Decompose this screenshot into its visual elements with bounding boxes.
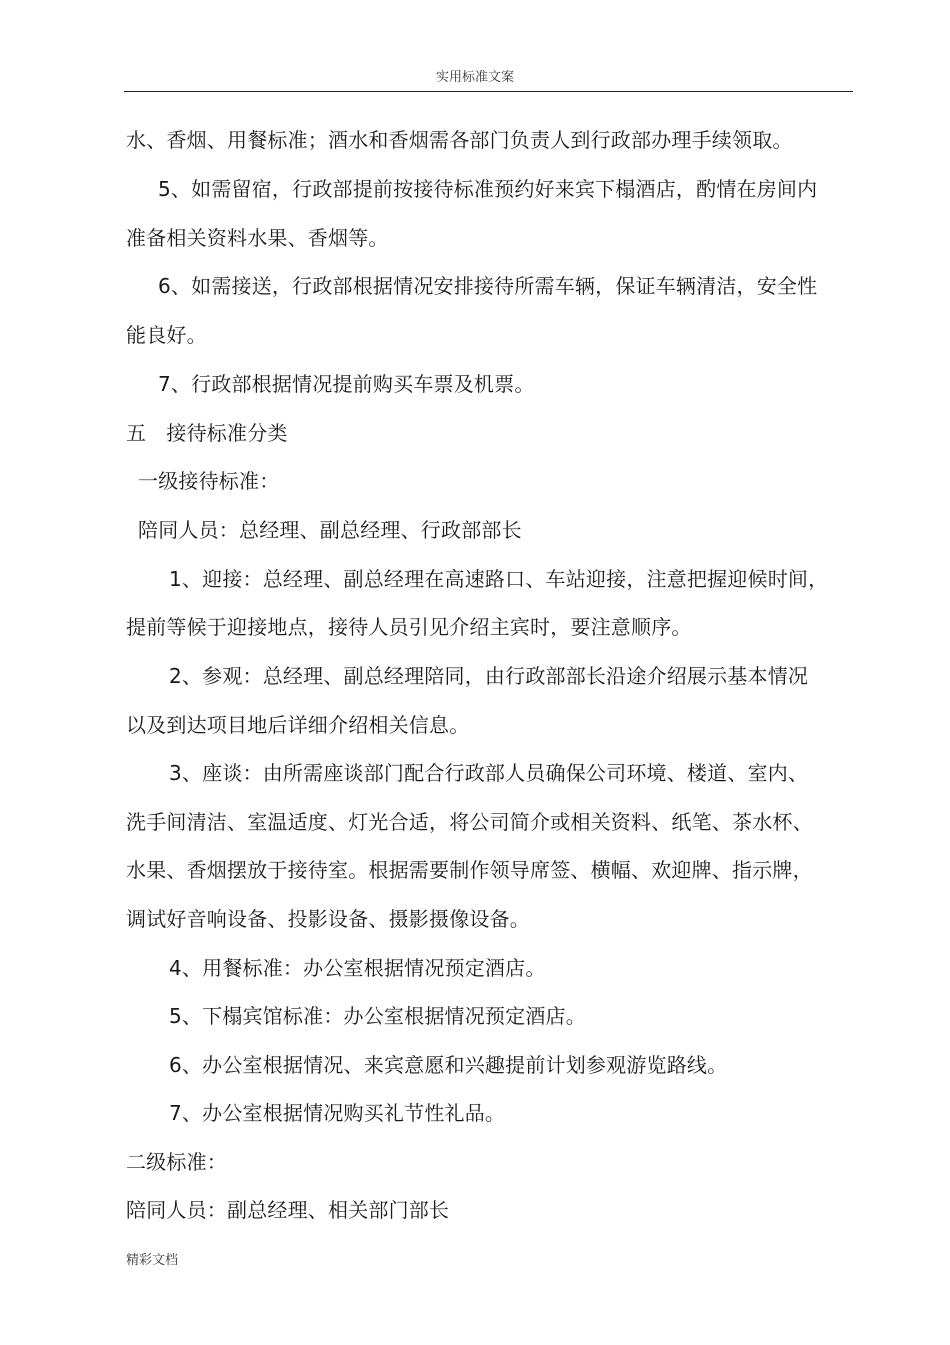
text-line: 调试好音响设备、投影设备、摄影摄像设备。 [126, 907, 530, 931]
section-heading: 五 接待标准分类 [126, 421, 288, 445]
text-line: 水、香烟、用餐标准；酒水和香烟需各部门负责人到行政部办理手续领取。 [126, 128, 793, 152]
text-line: 准备相关资料水果、香烟等。 [126, 226, 389, 250]
text-line: 提前等候于迎接地点，接待人员引见介绍主宾时，要注意顺序。 [126, 615, 692, 639]
text-line: 以及到达项目地后详细介绍相关信息。 [126, 713, 470, 737]
text-line: 陪同人员：总经理、副总经理、行政部部长 [138, 518, 522, 542]
page-header: 实用标准文案 [435, 70, 514, 85]
text-line: 能良好。 [126, 323, 207, 347]
text-line: 6、办公室根据情况、来宾意愿和兴趣提前计划参观游览路线。 [169, 1053, 728, 1077]
text-line: 7、行政部根据情况提前购买车票及机票。 [158, 372, 535, 396]
text-line: 洗手间清洁、室温适度、灯光合适，将公司简介或相关资料、纸笔、茶水杯、 [126, 810, 813, 834]
text-line: 6、如需接送，行政部根据情况安排接待所需车辆，保证车辆清洁，安全性 [158, 274, 818, 298]
subsection-heading: 一级接待标准： [138, 469, 280, 493]
page-footer: 精彩文档 [126, 1253, 179, 1268]
text-line: 水果、香烟摆放于接待室。根据需要制作领导席签、横幅、欢迎牌、指示牌， [126, 858, 813, 882]
text-line: 7、办公室根据情况购买礼节性礼品。 [169, 1101, 506, 1125]
text-line: 3、座谈：由所需座谈部门配合行政部人员确保公司环境、楼道、室内、 [169, 761, 809, 785]
text-line: 2、参观：总经理、副总经理陪同，由行政部部长沿途介绍展示基本情况 [169, 664, 809, 688]
text-line: 陪同人员：副总经理、相关部门部长 [126, 1198, 450, 1222]
text-line: 5、如需留宿，行政部提前按接待标准预约好来宾下榻酒店，酌情在房间内 [158, 177, 818, 201]
header-rule [124, 91, 853, 92]
text-line: 1、迎接：总经理、副总经理在高速路口、车站迎接，注意把握迎候时间， [169, 567, 829, 591]
text-line: 4、用餐标准：办公室根据情况预定酒店。 [169, 956, 546, 980]
text-line: 5、下榻宾馆标准：办公室根据情况预定酒店。 [169, 1004, 586, 1028]
subsection-heading: 二级标准： [126, 1150, 227, 1174]
